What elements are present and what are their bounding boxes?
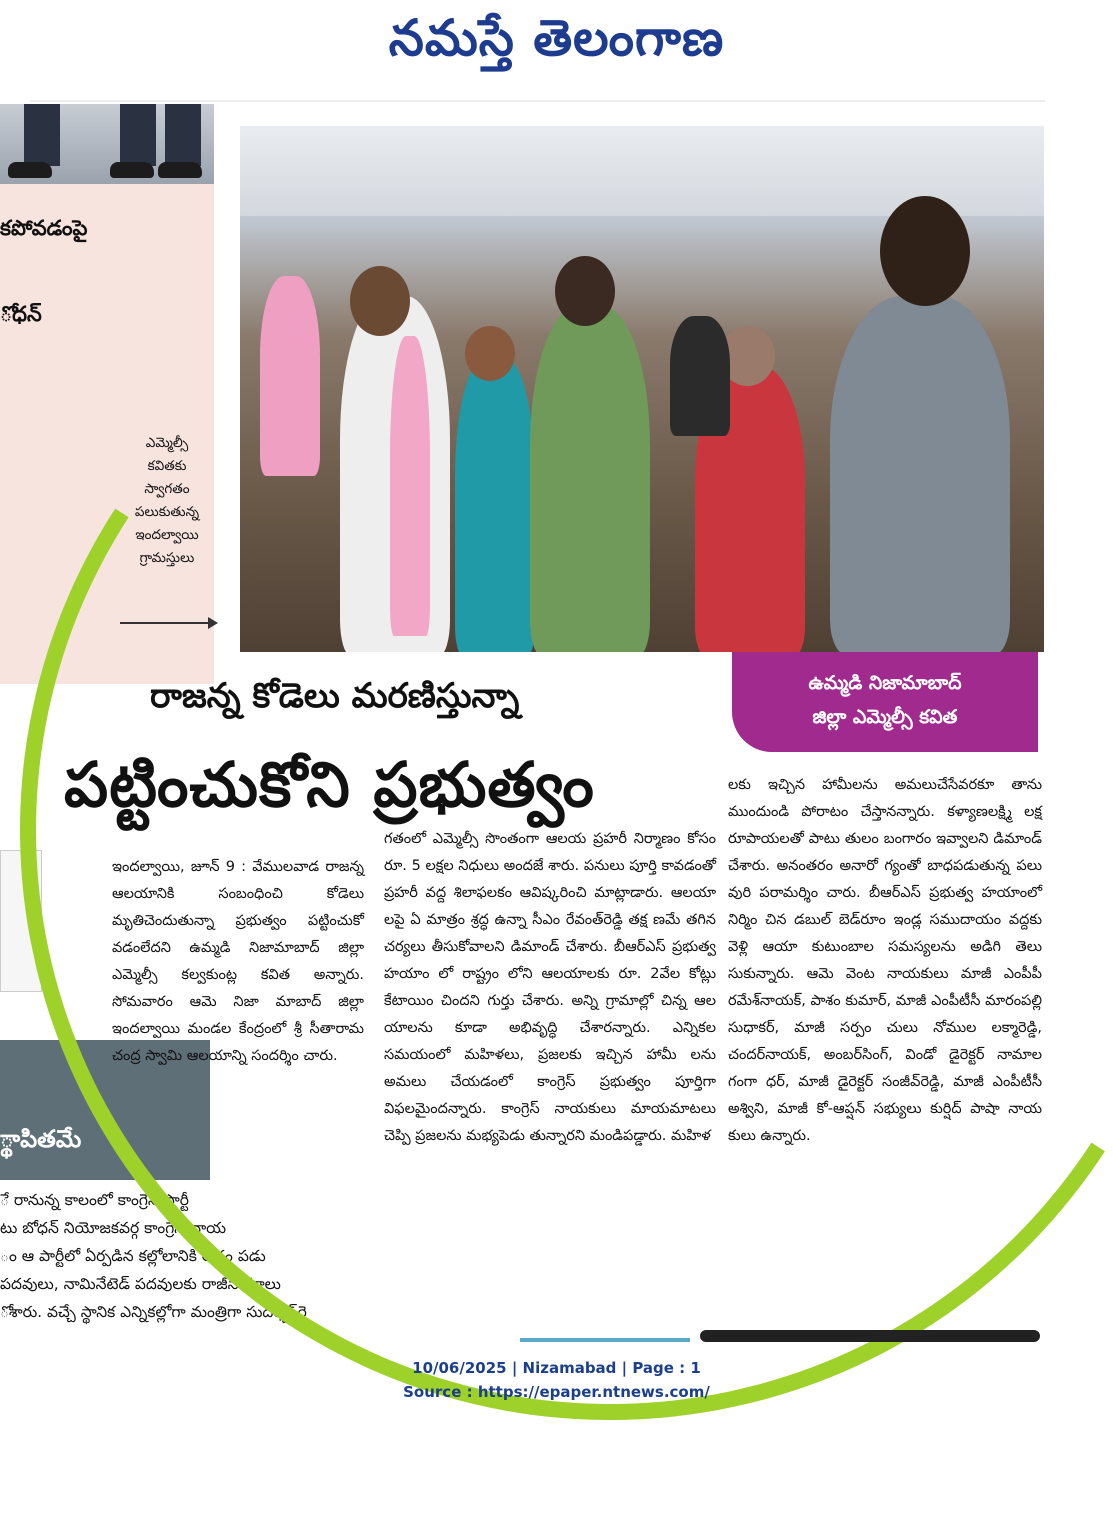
left-graphic-box (0, 850, 42, 992)
left-dark-title: ్థాపితమే (0, 1125, 82, 1153)
caption-line: ఎమ్మెల్సీ (145, 435, 189, 451)
column-text: ఇందల్వాయి, జూన్ 9 : వేములవాడ రాజన్న ఆలయానికి సంబంధించి కోడెలు మృతిచెందుతున్నా ప్రభుత్వం పట్టించుకో వడంలేదని ఉమ్మడి నిజామాబాద్ జిల్లా ఎమ్మెల్సీ కల్వకుంట్ల కవిత అన్నారు. సోమవారం ఆమె నిజా మాబాద్ జిల్లా ఇందల్వాయి మండల కేంద్రంలో శ్రీ సీతారామ చంద్ర స్వామి ఆలయాన్ని సందర్శిం చారు. (112, 859, 364, 1064)
caption-arrow-icon (120, 622, 216, 624)
left-heading-1: కపోవడంపై (0, 216, 88, 240)
left-body-text (0, 1186, 400, 1326)
caption-line: కవితకు (147, 458, 187, 474)
speaker-tag (732, 652, 1038, 752)
caption-line: స్వాగతం (144, 481, 190, 497)
article-column-2 (384, 826, 716, 1150)
photo-caption (112, 432, 222, 570)
next-article-heading-fragment (700, 1330, 1040, 1342)
caption-line: పలుకుతున్న (134, 504, 200, 520)
footer-edition: 10/06/2025 | Nizamabad | Page : 1 (412, 1359, 701, 1377)
left-line: ోశారు. వచ్చే స్థానిక ఎన్నికల్లోగా మంత్రిగా సుదర్శన్‌రె (0, 1303, 307, 1321)
article-subheadline: రాజన్న కోడెలు మరణిస్తున్నా (150, 676, 520, 716)
left-article-panel (0, 104, 214, 684)
footer-source-link[interactable]: Source : https://epaper.ntnews.com/ (403, 1383, 710, 1401)
left-photo (0, 104, 214, 184)
article-headline: పట్టించుకోని ప్రభుత్వం (64, 748, 595, 821)
caption-line: గ్రామస్తులు (139, 550, 195, 566)
article-column-3 (728, 772, 1042, 1150)
speaker-tag-line2: జిల్లా ఎమ్మెల్సీ కవిత (812, 706, 958, 728)
left-line: టు బోధన్ నియోజకవర్గ కాంగ్రెస్ నాయ (0, 1219, 227, 1237)
article-column-1 (112, 854, 364, 1070)
page-footer (0, 1356, 1113, 1404)
left-line: ం ఆ పార్టీలో ఏర్పడిన కల్లోలానికి అద్దం పడు (0, 1247, 266, 1265)
news-photo (240, 126, 1044, 652)
column-text: గతంలో ఎమ్మెల్సీ సొంతంగా ఆలయ ప్రహరీ నిర్మాణం కోసం రూ. 5 లక్షల నిధులు అందజే శారు. పనులు పూర్తి కావడంతో ప్రహరీ వద్ద శిలాఫలకం ఆవిష్కరించి మాట్లాడారు. ఆలయా లపై ఏ మాత్రం శ్రద్ధ ఉన్నా సీఎం రేవంత్‌రెడ్డి తక్ష ణమే తగిన చర్యలు తీసుకోవాలని డిమాండ్ చేశారు. బీఆర్ఎస్ ప్రభుత్వ హయాం లో రాష్ట్రం లోని ఆలయాలకు రూ. 2వేల కోట్లు కేటాయిం చిందని గుర్తు చేశారు. అన్ని గ్రామాల్లో చిన్న ఆల యాలను కూడా అభివృద్ధి చేశారన్నారు. ఎన్నికల సమయంలో మహిళలు, ప్రజలకు ఇచ్చిన హామీ లను అమలు చేయడంలో కాంగ్రెస్ ప్రభుత్వం పూర్తిగా విఫలమైందన్నారు. కాంగ్రెస్ నాయకులు మాయమాటలు చెప్పి ప్రజలను మభ్యపెడు తున్నారని మండిపడ్డారు. మహిళ (384, 831, 716, 1144)
speaker-tag-line1: ఉమ్మడి నిజామాబాద్ (808, 672, 962, 694)
next-article-strip (520, 1338, 690, 1342)
column-text: లకు ఇచ్చిన హామీలను అమలుచేసేవరకూ తాను ముందుండి పోరాటం చేస్తానన్నారు. కళ్యాణలక్ష్మి లక్ష రూపాయలతో పాటు తులం బంగారం ఇవ్వాలని డిమాండ్ చేశారు. అనంతరం అనారో గ్యంతో బాధపడుతున్న పలు వురి పరామర్శిం చారు. బీఆర్ఎస్ ప్రభుత్వ హయాంలో నిర్మిం చిన డబుల్ బెడ్‌రూం ఇండ్ల సముదాయం వద్దకు వెళ్లి ఆయా కుటుంబాల సమస్యలను అడిగి తెలు సుకున్నారు. ఆమె వెంట నాయకులు మాజీ ఎంపీపీ రమేశ్‌నాయక్, పాశం కుమార్, మాజీ ఎంపీటీసీ మారంపల్లి సుధాకర్, మాజీ సర్పం చులు నోముల లక్మారెడ్డి, చందర్‌నాయక్, అంబర్‌సింగ్, విండో డైరెక్టర్ నామాల గంగా ధర్, మాజీ డైరెక్టర్ సంజీవ్‌రెడ్డి, మాజీ ఎంపీటీసీ అశ్విని, మాజీ కో-ఆప్షన్ సభ్యులు కుర్షిద్ పాషా నాయ కులు ఉన్నారు. (728, 777, 1042, 1144)
masthead-divider (30, 100, 1045, 102)
caption-line: ఇందల్వాయి (135, 527, 199, 543)
left-line: ే రానున్న కాలంలో కాంగ్రెస్ పార్టీ (0, 1191, 189, 1209)
left-line: పదవులు, నామినేటెడ్ పదవులకు రాజీనామాలు (0, 1275, 281, 1293)
left-heading-2: ోధన్ (0, 302, 42, 326)
masthead-title: నమస్తే తెలంగాణ (388, 8, 725, 67)
